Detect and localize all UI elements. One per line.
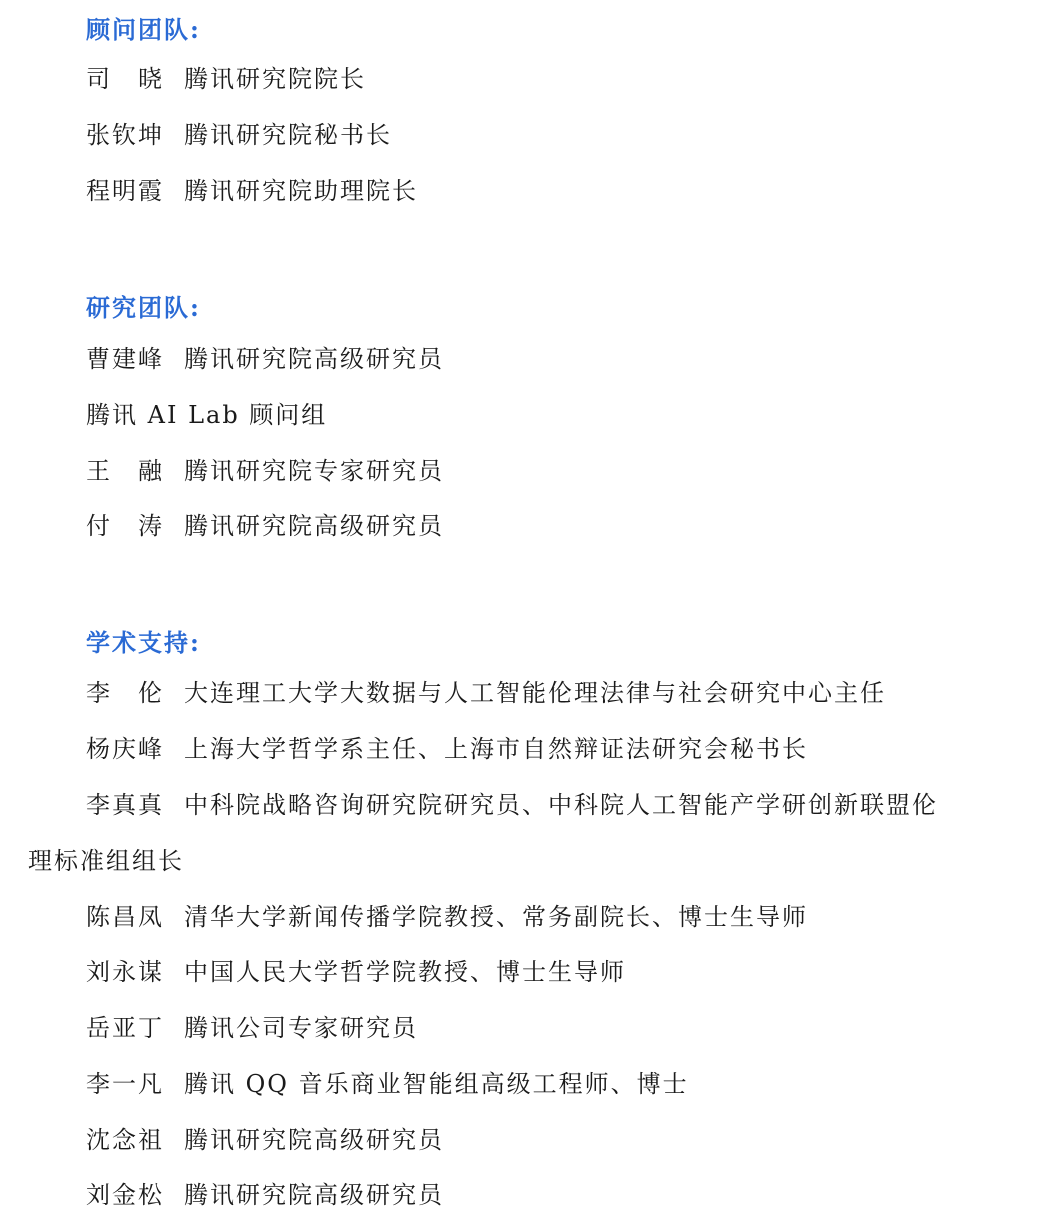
advisor-row	[86, 176, 418, 206]
member-name: 张钦坤	[86, 121, 164, 149]
advisor-row	[86, 120, 392, 150]
member-role: 腾讯研究院专家研究员	[184, 457, 444, 485]
member-role: 腾讯研究院助理院长	[184, 177, 418, 205]
member-name: 腾讯 AI Lab 顾问组	[86, 401, 328, 429]
academic-row	[86, 790, 938, 820]
research-row	[86, 456, 444, 486]
member-name: 刘金松	[86, 1181, 164, 1209]
member-role: 中科院战略咨询研究院研究员、中科院人工智能产学研创新联盟伦	[184, 791, 938, 819]
academic-row	[86, 734, 808, 764]
research-heading: 研究团队:	[86, 293, 201, 322]
member-name: 杨庆峰	[86, 735, 164, 763]
member-role: 腾讯研究院高级研究员	[184, 1126, 444, 1154]
member-name: 李一凡	[86, 1070, 164, 1098]
advisor-row	[86, 64, 366, 94]
member-name: 程明霞	[86, 177, 164, 205]
advisors-heading: 顾问团队:	[86, 15, 201, 44]
member-role: 清华大学新闻传播学院教授、常务副院长、博士生导师	[184, 903, 808, 931]
academic-row-continuation	[28, 846, 184, 876]
research-row	[86, 400, 327, 430]
member-name: 曹建峰	[86, 345, 164, 373]
research-row	[86, 344, 444, 374]
member-role: 上海大学哲学系主任、上海市自然辩证法研究会秘书长	[184, 735, 808, 763]
research-row	[86, 511, 444, 541]
member-role: 腾讯研究院高级研究员	[184, 345, 444, 373]
member-role: 大连理工大学大数据与人工智能伦理法律与社会研究中心主任	[184, 679, 886, 707]
member-role: 腾讯研究院院长	[184, 65, 366, 93]
member-name: 李真真	[86, 791, 164, 819]
academic-row	[86, 678, 886, 708]
member-name: 刘永谋	[86, 958, 164, 986]
academic-row	[86, 1125, 444, 1155]
member-role: 腾讯研究院高级研究员	[184, 1181, 444, 1209]
member-role: 腾讯研究院秘书长	[184, 121, 392, 149]
member-role: 腾讯研究院高级研究员	[184, 512, 444, 540]
member-name: 李 伦	[86, 679, 164, 707]
academic-row	[86, 902, 808, 932]
member-name: 付 涛	[86, 512, 164, 540]
member-role: 腾讯 QQ 音乐商业智能组高级工程师、博士	[184, 1070, 689, 1098]
member-name: 岳亚丁	[86, 1014, 164, 1042]
member-name: 沈念祖	[86, 1126, 164, 1154]
academic-row	[86, 1069, 689, 1099]
member-name: 陈昌凤	[86, 903, 164, 931]
member-role-continued: 理标准组组长	[28, 847, 184, 875]
member-name: 王 融	[86, 457, 164, 485]
academic-row	[86, 1180, 444, 1210]
academic-heading: 学术支持:	[86, 628, 201, 657]
member-role: 中国人民大学哲学院教授、博士生导师	[184, 958, 626, 986]
academic-row	[86, 1013, 418, 1043]
member-role: 腾讯公司专家研究员	[184, 1014, 418, 1042]
academic-row	[86, 957, 626, 987]
member-name: 司 晓	[86, 65, 164, 93]
